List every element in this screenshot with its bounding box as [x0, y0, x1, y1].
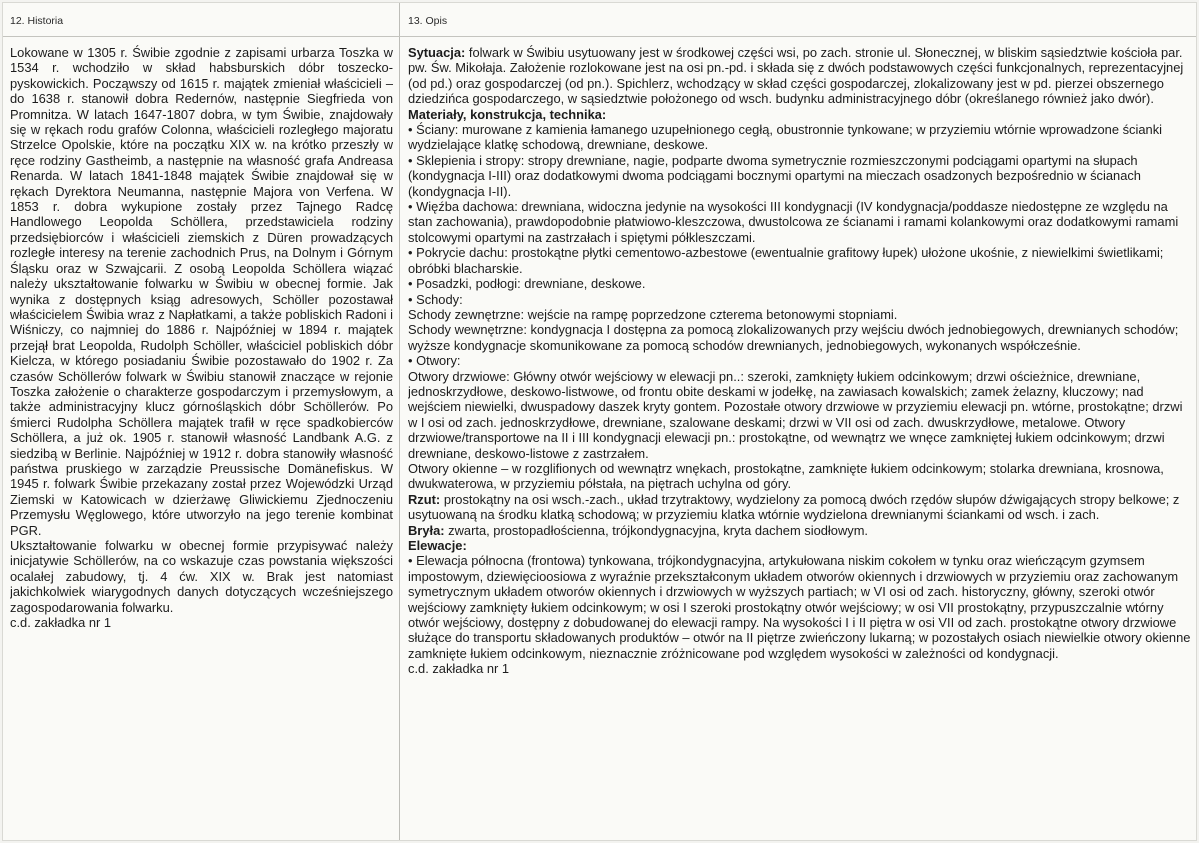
- situation-paragraph: [408, 45, 1193, 107]
- materials-stairs-heading: • Schody:: [408, 291, 463, 307]
- history-column: [10, 45, 393, 630]
- materials-floors: • Posadzki, podłogi: drewniane, deskowe.: [408, 276, 646, 292]
- situation-label: Sytuacja:: [408, 45, 466, 60]
- massing-label: Bryła:: [408, 522, 445, 538]
- massing-paragraph: [408, 523, 1193, 538]
- elevations-heading: Elewacje:: [408, 538, 467, 553]
- column-divider: [399, 3, 400, 840]
- history-paragraph-2: Ukształtowanie folwarku w obecnej formie przypisywać należy inicjatywie Schöllerów, na co wskazuje czas powstania większości ocalałej zabudowy, tj. 4 ćw. XIX w. Brak jest natomiast jakichkolwiek wiarygodnych danych dotyczących wcześniejszego zagospodarowania folwarku.: [10, 538, 393, 615]
- massing-text: zwarta, prostopadłościenna, trójkondygnacyjna, kryta dachem siodłowym.: [448, 522, 869, 538]
- elevations-text: • Elewacja północna (frontowa) tynkowana, trójkondygnacyjna, artykułowana niskim cokołem w tynku oraz wieńczącym gzymsem impostowym, dziewięcioosiowa z wyraźnie przekształconym układem otworów okiennych i drzwiowych w przyziemiu oraz zachowanym symetrycznym układem otworów okiennych i drzwiowych w wyższych partiach; w VI osi od zach. historyczny, główny, szeroki otwór wejściowy zamknięty łukiem odcinkowym; w osi I szeroki prostokątny otwór wejściowy; w osi VII prostokątny, przypuszczalnie wtórny otwór wejściowy, dostępny z dobudowanej do elewacji rampy. Na wysokości I i II piętra w osi VII od zach. prostokątne otwory drzwiowe służące do transportu składowanych produktów – otwór na II piętrze zwieńczony lukarną; w pozostałych osiach niewielkie otwory okienne zamknięte łukiem odcinkowym, nieznacznie zróżnicowane pod względem wysokości w zależności od kondygnacji.: [408, 553, 1191, 661]
- description-column: [408, 45, 1193, 677]
- materials-walls: • Ściany: murowane z kamienia łamanego uzupełnionego cegłą, obustronnie tynkowane; w przyziemiu wtórnie wprowadzone ścianki wydzielające klatkę schodową, drewniane, deskowe.: [408, 122, 1163, 153]
- history-continuation-note: c.d. zakładka nr 1: [10, 615, 112, 631]
- materials-window-openings: Otwory okienne – w rozglifionych od wewnątrz wnękach, prostokątne, zamknięte łukiem odcinkowym; stolarka drewniana, krosnowa, dwukwaterowa, w przyziemiu półstała, na piętrach uchylna od góry.: [408, 460, 1164, 492]
- history-section-header: 12. Historia: [10, 15, 64, 27]
- description-continuation-note: c.d. zakładka nr 1: [408, 661, 510, 677]
- materials-roof-truss: • Więźba dachowa: drewniana, widoczna jedynie na wysokości III kondygnacji (IV kondygnacja/poddasze niedostępne ze względu na stan zachowania), prawdopodobnie płatwiowo-kleszczowa, dwustolcowa ze ścianami i ramami kolankowymi oraz dodatkowymi ramami stolcowymi opartymi na zastrzałach i spiętymi półkleszczami.: [408, 199, 1179, 245]
- materials-door-openings: Otwory drzwiowe: Główny otwór wejściowy w elewacji pn..: szeroki, zamknięty łukiem odcinkowym; drzwi ościeżnice, drewniane, jednoskrzydłowe, deskowo-listwowe, od frontu obite deskami w jodełkę, na zawiasach kowalskich; zamek żelazny, kluczowy; nad wejściem niewielki, dwuspadowy daszek kryty gontem. Pozostałe otwory drzwiowe w przyziemiu elewacji pn. wtórne, prostokątne; drzwi w I osi od zach. jednoskrzydłowe, drewniane, szalowane deskami; drzwi w VII osi od zach. dwuskrzydłowe, metalowe. Otwory drzwiowe/transportowe na II i III kondygnacji elewacji pn.: prostokątne, od wewnątrz we wnęce zamkniętej łukiem odcinkowym; drzwi drewniane, deskowo-listowe z zastrzałem.: [408, 368, 1183, 461]
- description-section-header: 13. Opis: [408, 15, 448, 27]
- plan-paragraph: [408, 492, 1193, 523]
- history-paragraph-1: Lokowane w 1305 r. Świbie zgodnie z zapisami urbarza Toszka w 1534 r. wchodziło w skład habsburskich dóbr toszecko-pyskowickich. Począwszy od 1615 r. majątek zmieniał właścicieli – do 1638 r. stanowił dobra Redernów, następnie Siegfrieda von Promnitza. W latach 1647-1807 dobra, w tym Świbie, znajdowały się w rękach rodu grafów Colonna, właścicieli rozległego majoratu Strzelce Opolskie, które na początku XIX w. na krótko przeszły w ręce rodziny Gastheimb, a następnie na własność grafa Andreasa Renarda. W latach 1841-1848 majątek Świbie znajdował się w rękach Dyrektora Neumanna, następnie Majora von Verfena. W 1853 r. dobra wykupione zostały przez Tajnego Radcę Handlowego Leopolda Schöllera, przedstawiciela rodziny przedsiębiorców i właścicieli ziemskich z Düren prowadzących rozległe interesy na terenie zachodnich Prus, na Dolnym i Górnym Śląsku oraz w Szwajcarii. Z osobą Leopolda Schöllera wiązać należy ukształtowanie folwarku w Świbiu w obecnej formie. Jak wynika z dostępnych ksiąg adresowych, Schöller pozostawał właścicielem Świbia wraz z Napłatkami, a także pobliskich Radoni i Wiśniczy, co najmniej do 1886 r. Najpóźniej w 1894 r. majątek przejął brat Leopolda, Rudolph Schöller, właściciel pobliskich dóbr Kielcza, w którego posiadaniu Świbie pozostawało do 1902 r. Za czasów Schöllerów folwark w Świbiu stanowił znaczące w rejonie Toszka założenie o charakterze gospodarczym i przemysłowym, a także administracyjny klucz górnośląskich dóbr Schöllerów. Po śmierci Rudolpha Schöllera majątek trafił w ręce spadkobierców Schöllera, a już ok. 1905 r. stanowił własność Landbank A.G. z siedzibą w Berlinie. Najpóźniej w 1912 r. dobra stanowiły własność państwa pruskiego w zarządzie Preussische Domänefiskus. W 1945 r. folwark Świbie przekazany został przez Wojewódzki Urząd Ziemski w Katowicach w dzierżawę Gliwickiemu Zjednoczeniu Przemysłu Węglowego, które utworzyło na jego terenie kombinat PGR.: [10, 45, 393, 538]
- materials-heading: Materiały, konstrukcja, technika:: [408, 106, 607, 122]
- situation-text: folwark w Świbiu usytuowany jest w środkowej części wsi, po zach. stronie ul. Słonecznej, w bliskim sąsiedztwie kościoła par. pw. Św. Mikołaja. Założenie rozlokowane jest na osi pn.-pd. i składa się z dwóch podstawowych części funkcjonalnych, reprezentacyjnej (od pd.) oraz gospodarczej (od pn.). Spichlerz, wchodzący w skład części gospodarczej, zlokalizowany jest w pd. pierzei obszernego dziedzińca gospodarczego, w sąsiedztwie położonego od wsch. budynku administracyjnego dóbr (określanego również jako dwór).: [408, 45, 1184, 107]
- plan-label: Rzut:: [408, 491, 441, 507]
- materials-stairs-internal: Schody wewnętrzne: kondygnacja I dostępna za pomocą zlokalizowanych przy wejściu dwóch jednobiegowych, drewnianych schodów; wyższe kondygnacje skomunikowane za pomocą schodów drewnianych, jednobiegowych, wykonanych współcześnie.: [408, 322, 1179, 353]
- form-sheet: [2, 2, 1197, 841]
- materials-openings-heading: • Otwory:: [408, 353, 461, 369]
- materials-roof-covering: • Pokrycie dachu: prostokątne płytki cementowo-azbestowe (ewentualnie grafitowy łupek) ułożone ukośnie, z niewielkimi świetlikami; obróbki blacharskie.: [408, 245, 1164, 276]
- plan-text: prostokątny na osi wsch.-zach., układ trzytraktowy, wydzielony za pomocą dwóch rzędów słupów dźwigających stropy belkowe; z usytuowaną na środku klatką schodową; w przyziemiu klatka wtórnie wydzielona drewnianymi ściankami od wsch. i zach.: [408, 491, 1180, 523]
- materials-vaults-ceilings: • Sklepienia i stropy: stropy drewniane, nagie, podparte dwoma symetrycznie rozmieszczonymi podciągami opartymi na słupach (kondygnacja I-III) oraz dodatkowymi dwoma podciągami bocznymi opartymi na mieczach osadzonych bezpośrednio w ścianach (kondygnacja I-II).: [408, 152, 1141, 199]
- materials-stairs-external: Schody zewnętrzne: wejście na rampę poprzedzone czterema betonowymi stopniami.: [408, 306, 898, 322]
- header-rule: [3, 36, 1196, 37]
